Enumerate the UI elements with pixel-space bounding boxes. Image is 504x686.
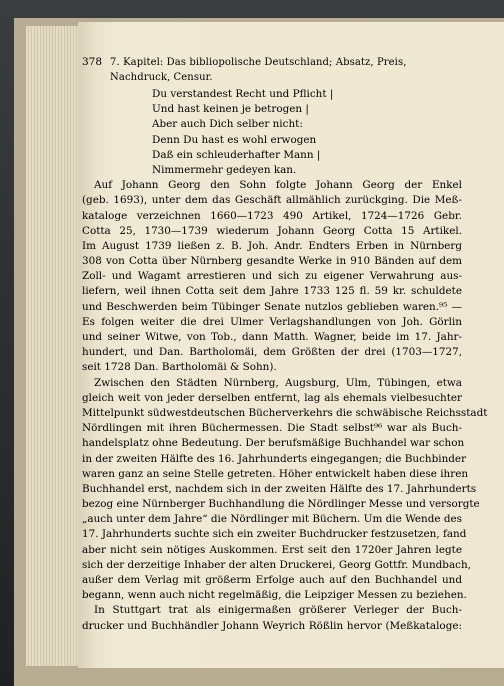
page-edges <box>26 26 78 666</box>
text-line: und Beschwerden beim Tübinger Senate nutzlos geblieben waren.⁹⁵ — <box>82 300 462 313</box>
text-line: liefern, weil ihnen Cotta seit dem Jahre 1733 125 fl. 59 kr. schuldete <box>82 285 462 298</box>
poem-line: Daß ein schleuderhafter Mann | <box>152 148 321 161</box>
page-number: 378 <box>82 56 103 68</box>
text-line: drucker und Buchhändler Johann Weyrich Rößlin hervor (Meßkataloge: <box>82 619 462 632</box>
text-line: außer dem Verlag mit größerm Erfolge auch auf den Buchhandel und <box>82 574 462 586</box>
text-line: Im August 1739 ließen z. B. Joh. Andr. Endters Erben in Nürnberg <box>82 239 462 252</box>
text-line: begann, wenn auch nicht regelmäßig, die Leipziger Messen zu beziehen. <box>82 589 467 602</box>
text-line: Es folgen weiter die drei Ulmer Verlagshandlungen von Joh. Görlin <box>82 315 462 328</box>
text-line: Zwischen den Städten Nürnberg, Augsburg, Ulm, Tübingen, etwa <box>94 376 462 389</box>
text-line: gleich weit von jeder derselben entfernt, lag als ehemals vielbesuchter <box>82 391 462 404</box>
text-line: Nördlingen mit ihren Büchermessen. Die Stadt selbst⁹⁶ war als Buch- <box>82 422 462 435</box>
text-line: (geb. 1693), unter dem das Geschäft allmählich zurückging. Die Meß- <box>82 194 462 207</box>
text-line: handelsplatz ohne Bedeutung. Der berufsmäßige Buchhandel war schon <box>82 437 465 450</box>
text-line: In Stuttgart trat als einigermaßen größerer Verleger der Buch- <box>94 604 462 617</box>
text-line: Cotta 25, 1730—1739 wiederum Johann Georg Cotta 15 Artikel. <box>82 224 462 237</box>
paragraph-noerdlingen <box>82 376 488 604</box>
poem-line: Und hast keinen je betrogen | <box>152 103 309 116</box>
text-line: kataloge verzeichnen 1660—1723 490 Artikel, 1724—1726 Gebr. <box>82 209 462 222</box>
text-line: und seiner Witwe, von Tob., dann Matth. Wagner, beide im 17. Jahr- <box>82 331 462 343</box>
text-line: hundert, und Dan. Bartholomäi, dem Größten der drei (1703—1727, <box>82 346 462 359</box>
poem-line: Nimmermehr gedeyen kan. <box>152 163 297 176</box>
text-line: Mittelpunkt südwestdeutschen Bücherverkehrs die schwäbische Reichsstadt <box>82 406 488 419</box>
poem-block <box>152 87 462 178</box>
text-line: sich der derzeitige Inhaber der alten Druckerei, Georg Gottfr. Mundbach, <box>82 558 471 571</box>
poem-line: Denn Du hast es wohl erwogen <box>152 133 317 146</box>
text-line: aber nicht sein nötiges Auskommen. Erst seit den 1720er Jahren legte <box>82 543 462 556</box>
page-content <box>82 55 488 634</box>
text-line: in der zweiten Hälfte des 16. Jahrhunderts eingegangen; die Buchbinder <box>82 452 467 465</box>
text-line: bezog eine Nürnberger Buchhandlung die Nördlinger Messe und versorgte <box>82 498 480 511</box>
running-header <box>82 55 462 84</box>
poem-line: Aber auch Dich selber nicht: <box>152 118 303 131</box>
text-line: Buchhandel erst, nachdem sich in der zweiten Hälfte des 17. Jahrhunderts <box>82 482 477 495</box>
running-title: 7. Kapitel: Das bibliopolische Deutschland; Absatz, Preis, Nachdruck, Censur. <box>110 57 407 84</box>
paragraph-stuttgart <box>82 603 462 633</box>
text-line: seit 1728 Dan. Bartholomäi & Sohn). <box>82 361 277 374</box>
text-line: „auch unter dem Jahre“ die Nördlinger mit Büchern. Um die Wende des <box>82 513 462 526</box>
paragraph-cotta <box>82 178 462 375</box>
text-line: 308 von Cotta über Nürnberg gesandte Werke in 910 Bänden auf dem <box>82 255 462 268</box>
poem-line: Du verstandest Recht und Pflicht | <box>152 88 334 100</box>
text-line: waren ganz an seine Stelle getreten. Höher entwickelt haben diese ihren <box>82 467 469 480</box>
text-line: Auf Johann Georg den Sohn folgte Johann Georg der Enkel <box>94 179 462 192</box>
text-line: 17. Jahrhunderts suchte sich ein zweiter Buchdrucker festzusetzen, fand <box>82 528 467 541</box>
text-line: Zoll- und Wagamt arrestieren und sich zu eigener Verwahrung aus- <box>82 270 462 283</box>
